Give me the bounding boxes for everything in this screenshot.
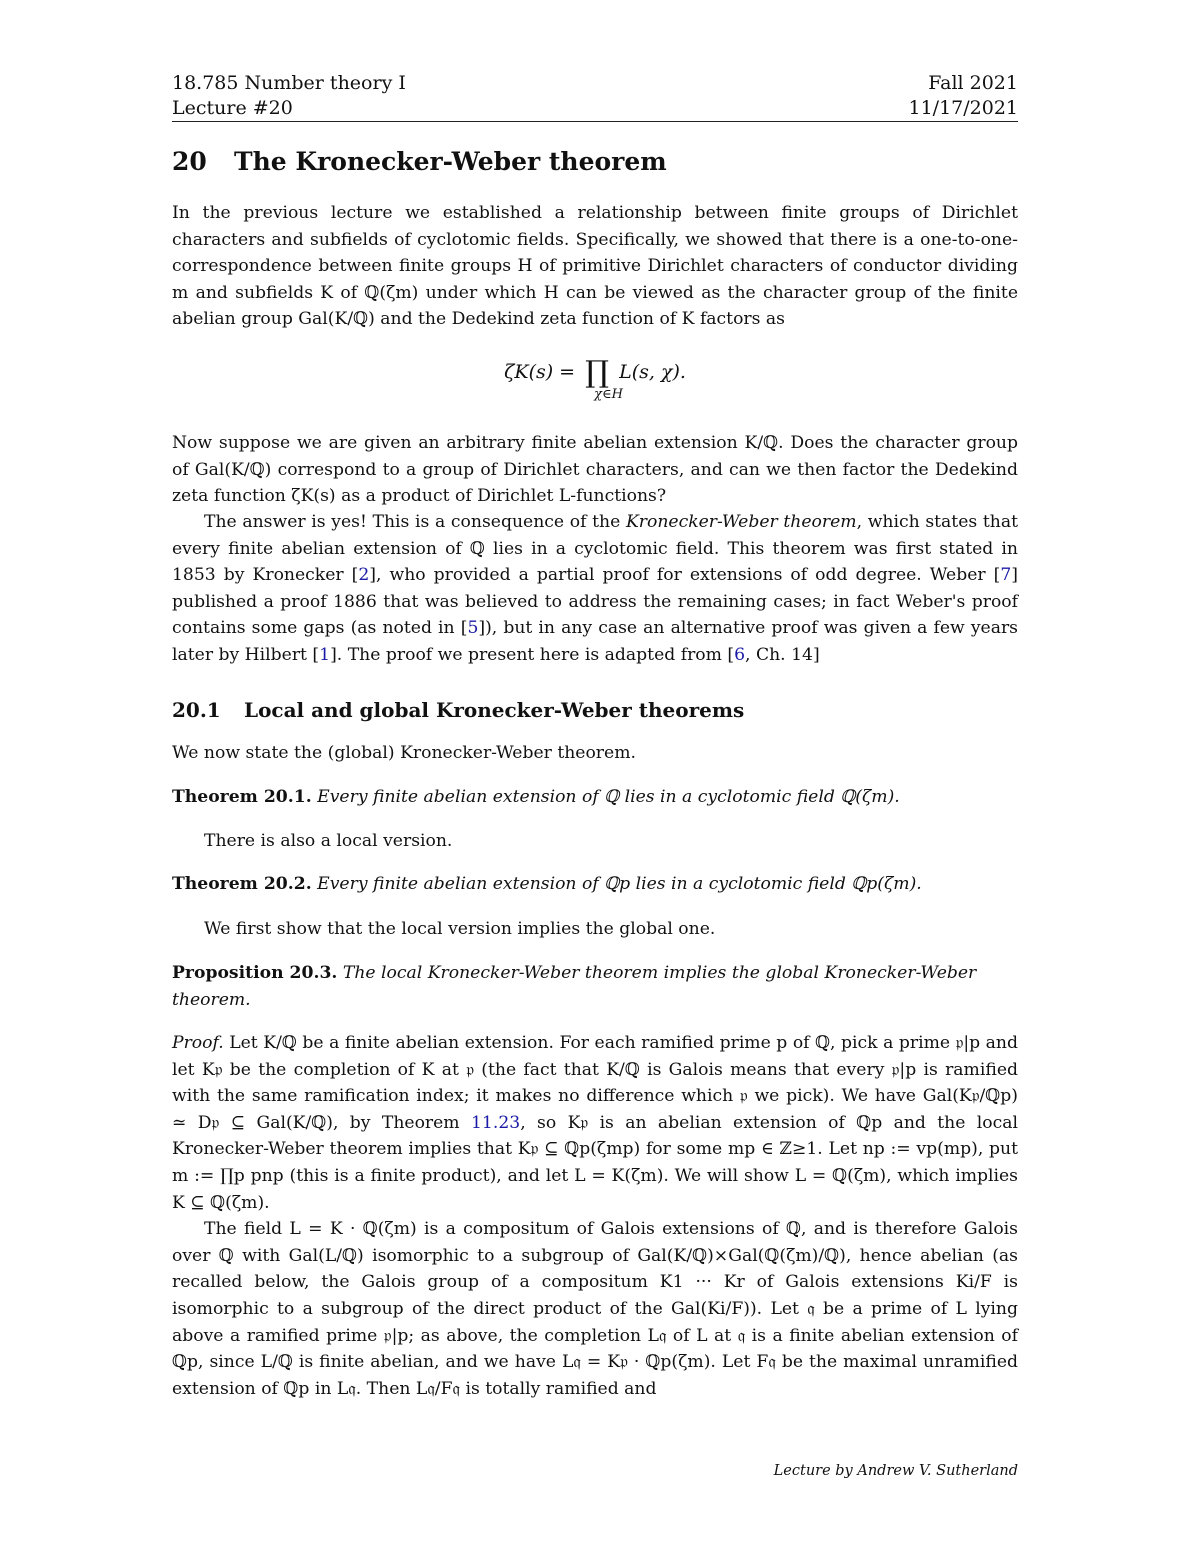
subsection-number: 20.1	[172, 698, 221, 722]
citation-link-7[interactable]: 7	[1000, 565, 1012, 586]
term: Fall 2021	[928, 72, 1018, 94]
theorem-20-1	[172, 784, 1018, 811]
proof-text-1a: Let K/ℚ be a finite abelian extension. For each ramified prime p of ℚ, pick a prime 𝔭|p and let K𝔭 be the completion of K at 𝔭 (the fact that K/ℚ is Galois means that every 𝔭|p is ramified with the same ramification index; it makes no difference which 𝔭 we pick). We have Gal(K𝔭/ℚp) ≃ D𝔭 ⊆ Gal(K/ℚ), by Theorem	[172, 1033, 1018, 1133]
answer-text-g: , Ch. 14]	[745, 644, 820, 665]
implies-text: We first show that the local version implies the global one.	[204, 919, 716, 939]
theorem-20-2-text: Every finite abelian extension of ℚp lies in a cyclotomic field ℚp(ζm).	[317, 874, 922, 894]
proof-paragraph-1	[172, 1030, 1018, 1216]
proposition-20-3	[172, 960, 1018, 1013]
subsection-title: Local and global Kronecker-Weber theorems	[244, 698, 745, 722]
proof-label: Proof.	[172, 1033, 224, 1053]
proposition-label: Proposition 20.3.	[172, 963, 338, 983]
proposition-text: The local Kronecker-Weber theorem implies the global Kronecker-Weber theorem.	[172, 963, 977, 1010]
local-version-note	[172, 828, 1018, 855]
citation-link-6[interactable]: 6	[734, 644, 746, 665]
global-statement-text: We now state the (global) Kronecker-Weber theorem.	[172, 743, 636, 763]
answer-block	[172, 509, 1018, 669]
section-title: The Kronecker-Weber theorem	[234, 147, 667, 176]
theorem-reference-link[interactable]: 11.23	[470, 1112, 521, 1133]
answer-text-c: ], who provided a partial proof for extensions of odd degree. Weber [	[369, 565, 1001, 586]
product-symbol: ∏	[585, 355, 610, 390]
answer-text-a: The answer is yes! This is a consequence of the	[204, 512, 626, 532]
local-version-text: There is also a local version.	[204, 831, 453, 851]
theorem-20-2	[172, 871, 1018, 898]
answer-text-b: , which states that every finite abelian extension of ℚ lies in a cyclotomic field. This theorem was first stated in 1853 by Kronecker [	[172, 512, 1018, 586]
answer-text-e: ]), but in any case an alternative proof was given a few years later by Hilbert [	[172, 618, 1018, 665]
global-statement	[172, 740, 1018, 767]
equation-rhs: L(s, χ).	[619, 361, 686, 383]
section-number: 20	[172, 147, 207, 176]
citation-link-2[interactable]: 2	[358, 565, 370, 586]
course-name: 18.785 Number theory I	[172, 72, 406, 94]
intro-paragraph: In the previous lecture we established a relationship between finite groups of Dirichlet characters and subfields of cyclotomic fields. Specifically, we showed that there is a one-to-one-correspondence between finite groups H of primitive Dirichlet characters of conductor dividing m and subfields K of ℚ(ζm) under which H can be viewed as the character group of the finite abelian group Gal(K/ℚ) and the Dedekind zeta function of K factors as	[172, 203, 1018, 330]
theorem-20-1-label: Theorem 20.1.	[172, 787, 312, 807]
proof-block	[172, 1030, 1018, 1402]
answer-text-f: ]. The proof we present here is adapted from [	[330, 644, 735, 665]
question-block	[172, 430, 1018, 510]
lecture-number: Lecture #20	[172, 97, 293, 119]
theorem-20-1-text: Every finite abelian extension of ℚ lies in a cyclotomic field ℚ(ζm).	[317, 787, 900, 807]
theorem-name: Kronecker-Weber theorem	[625, 512, 857, 532]
zeta-factorization-equation	[172, 355, 1018, 402]
answer-paragraph	[172, 509, 1018, 669]
citation-link-5[interactable]: 5	[467, 618, 479, 639]
question-paragraph: Now suppose we are given an arbitrary finite abelian extension K/ℚ. Does the character group of Gal(K/ℚ) correspond to a group of Dirichlet characters, and can we then factor the Dedekind zeta function ζK(s) as a product of Dirichlet L-functions?	[172, 433, 1018, 507]
section-heading	[172, 147, 667, 176]
product-index: χ∈H	[594, 387, 623, 402]
implies-note	[172, 916, 1018, 943]
proof-text-1b: , so K𝔭 is an abelian extension of ℚp and the local Kronecker-Weber theorem implies that K𝔭 ⊆ ℚp(ζmp) for some mp ∈ ℤ≥1. Let np := vp(mp), put m := ∏p pnp (this is a finite product), and let L = K(ζm). We will show L = ℚ(ζm), which implies K ⊆ ℚ(ζm).	[172, 1112, 1018, 1213]
proof-paragraph-2: The field L = K · ℚ(ζm) is a compositum of Galois extensions of ℚ, and is therefore Galois over ℚ with Gal(L/ℚ) isomorphic to a subgroup of Gal(K/ℚ)×Gal(ℚ(ζm)/ℚ), hence abelian (as recalled below, the Galois group of a compositum K1 ··· Kr of Galois extensions Ki/F is isomorphic to a subgroup of the direct product of the Gal(Ki/F)). Let 𝔮 be a prime of L lying above a ramified prime 𝔭|p; as above, the completion L𝔮 of L at 𝔮 is a finite abelian extension of ℚp, since L/ℚ is finite abelian, and we have L𝔮 = K𝔭 · ℚp(ζm). Let F𝔮 be the maximal unramified extension of ℚp in L𝔮. Then L𝔮/F𝔮 is totally ramified and	[172, 1219, 1018, 1399]
lecturer-credit: Lecture by Andrew V. Sutherland	[773, 1463, 1018, 1479]
subsection-heading	[172, 698, 744, 722]
header-divider	[172, 121, 1018, 122]
answer-text-d: ] published a proof 1886 that was believed to address the remaining cases; in fact Weber's proof contains some gaps (as noted in [	[172, 565, 1019, 639]
citation-link-1[interactable]: 1	[319, 644, 331, 665]
equation-lhs: ζK(s) =	[504, 361, 576, 383]
theorem-20-2-label: Theorem 20.2.	[172, 874, 312, 894]
lecture-date: 11/17/2021	[908, 97, 1018, 119]
intro-block	[172, 200, 1018, 333]
